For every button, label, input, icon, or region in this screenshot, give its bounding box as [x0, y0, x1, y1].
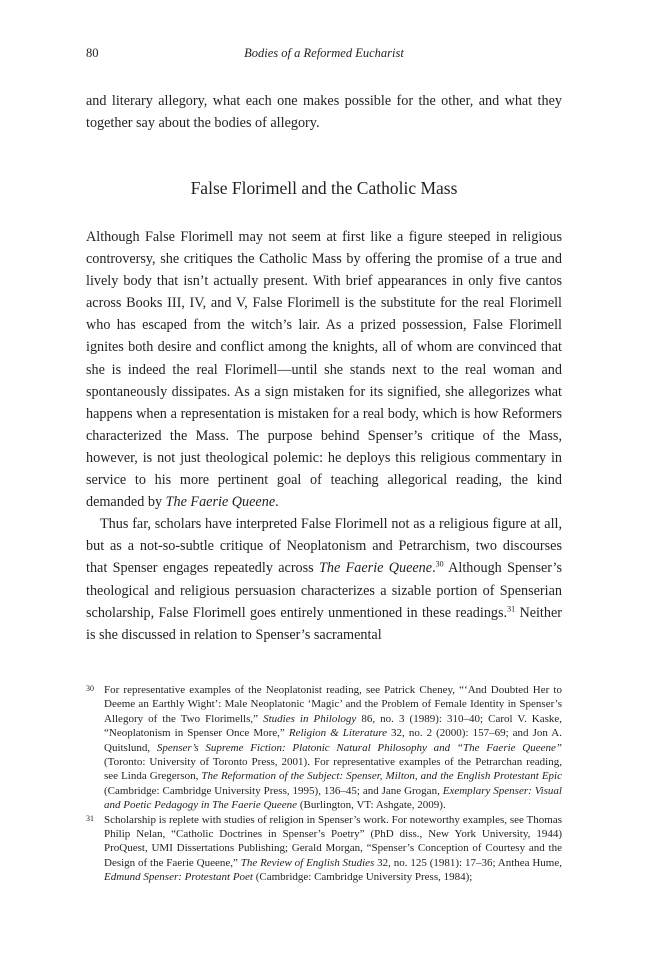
section-heading: False Florimell and the Catholic Mass	[190, 178, 458, 198]
paragraph-2-text-c: Although Spenser’s theological and religious persuasion characterizes a sizable portion of Spenserian scholarship, False Florimell goes entirely unmentioned in these readings.	[86, 560, 562, 621]
footnote-text-run: (Cambridge: Cambridge University Press, 1984);	[252, 871, 473, 884]
footnote-citation-title: The Review of English Studies	[240, 856, 375, 869]
footnote-text-run: 86, no. 3 (1989): 310–40; Carol V. Kaske, “Neoplatonism in Spenser Once More,”	[104, 712, 562, 740]
footnote-ref-30[interactable]: 30	[435, 559, 444, 569]
opening-paragraph	[86, 90, 562, 134]
footnote-citation-title: Studies in Philology	[263, 712, 357, 725]
footnote-text	[104, 814, 562, 884]
paragraph-2-text-b: .	[432, 560, 436, 577]
footnote-text-run: Scholarship is replete with studies of religion in Spenser’s work. For noteworthy examples, see Thomas Philip Nelan, “Catholic Doctrines in Spenser’s Poetry” (PhD diss., New York University, 1944) ProQuest, UMI Dissertations Publishing; Gerald Morgan, “Spenser’s Conception of Courtesy and the Design of the Faerie Queene,”	[104, 813, 562, 869]
running-header	[86, 46, 562, 62]
footnote-ref-31[interactable]: 31	[507, 603, 516, 613]
footnote-text-run: For representative examples of the Neoplatonist reading, see Patrick Cheney, “‘And Doubted Her to Deeme an Earthly Wight’: Male Neoplatonic ‘Magic’ and the Problem of Female Identity in Spenser’s Allegory of the Two Florimells,”	[104, 684, 562, 725]
footnote-text-run: 32, no. 125 (1981): 17–36; Anthea Hume,	[374, 856, 562, 869]
paragraph-2	[86, 513, 562, 646]
paragraph-1-end: .	[275, 494, 279, 511]
footnote-31	[86, 813, 562, 885]
footnote-30	[86, 683, 562, 813]
opening-paragraph-text: and literary allegory, what each one makes possible for the other, and what they together say about the bodies of allegory.	[86, 93, 562, 132]
running-title: Bodies of a Reformed Eucharist	[244, 46, 404, 60]
footnote-citation-title: Exemplary Spenser: Visual and Poetic Pedagogy in The Faerie Queene	[104, 784, 562, 812]
footnote-text-run: (Toronto: University of Toronto Press, 2001). For representative examples of the Petrarchan reading, see Linda Gregerson,	[104, 756, 562, 783]
paragraph-1	[86, 226, 562, 513]
footnote-citation-title: Spenser’s Supreme Fiction: Platonic Natural Philosophy and “The Faerie Queene”	[156, 741, 562, 754]
paragraph-1-text: Although False Florimell may not seem at first like a figure steeped in religious controversy, she critiques the Catholic Mass by offering the promise of a true and lively body that isn’t actually present. With brief appearances in only five cantos across Books III, IV, and V, False Florimell is the substitute for the real Florimell who has escaped from the witch’s lair. As a prized possession, False Florimell ignites both desire and conflict among the knights, all of whom are convinced that she is indeed the real Florimell—until she stands next to the real woman and spontaneously dissipates. As a sign mistaken for its signified, she allegorizes what happens when a representation is mistaken for a real body, which is how Reformers characterized the Mass. The purpose behind Spenser’s critique of the Mass, however, is not just theological polemic: he deploys this religious commentary in service to his more pertinent goal of teaching allegorical reading, the kind demanded by	[86, 229, 562, 511]
footnote-text-run: (Burlington, VT: Ashgate, 2009).	[297, 799, 446, 812]
page-number: 80	[86, 46, 99, 60]
paragraph-1-title: The Faerie Queene	[165, 494, 276, 511]
main-text	[86, 226, 562, 646]
footnote-text-run: (Cambridge: Cambridge University Press, 1995), 136–45; and Jane Grogan,	[104, 784, 443, 797]
footnote-citation-title: Religion & Literature	[288, 727, 387, 740]
footnote-text	[104, 684, 562, 811]
footnote-citation-title: Edmund Spenser: Protestant Poet	[104, 871, 253, 884]
paragraph-2-text-a: Thus far, scholars have interpreted False Florimell not as a religious figure at all, but as a not-so-subtle critique of Neoplatonism and Petrarchism, two discourses that Spenser engages repeatedly across	[86, 516, 562, 577]
footnote-mark: 30	[86, 684, 94, 693]
paragraph-2-title: The Faerie Queene	[319, 560, 433, 577]
footnote-text-run: 32, no. 2 (2000): 157–69; and Jon A. Quitslund,	[104, 727, 562, 754]
paragraph-2-text-d: Neither is she discussed in relation to Spenser’s sacramental	[86, 604, 562, 643]
footnote-mark: 31	[86, 813, 94, 823]
footnote-citation-title: The Reformation of the Subject: Spenser, Milton, and the English Protestant Epic	[201, 770, 562, 783]
footnotes	[86, 683, 562, 885]
